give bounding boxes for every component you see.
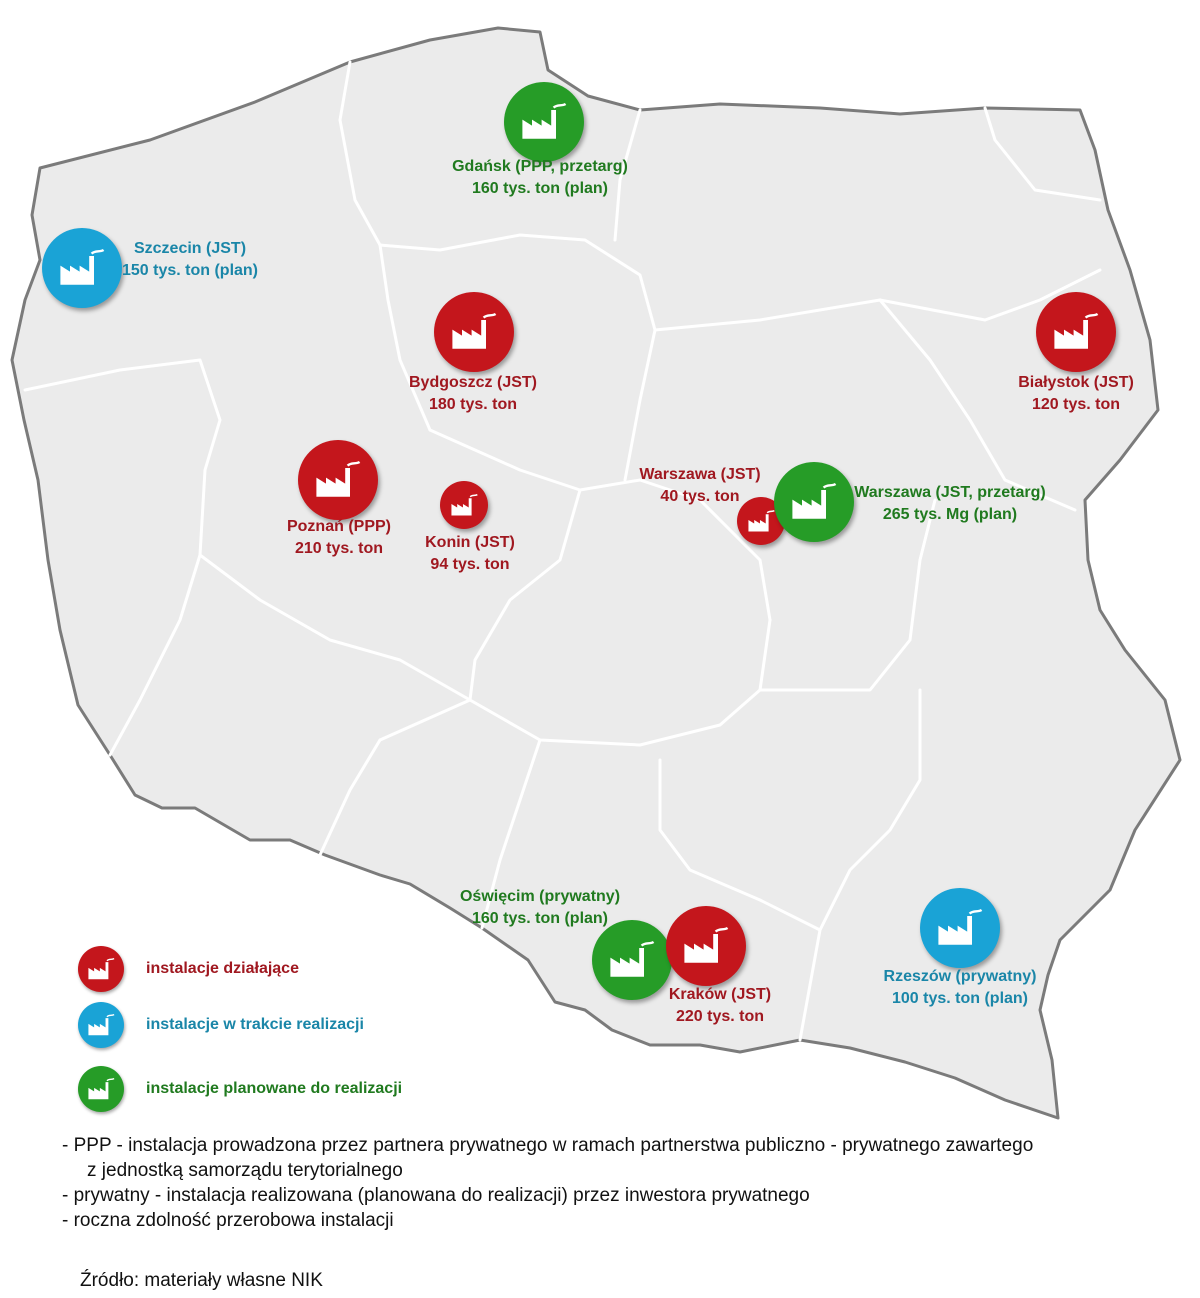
label-bydgoszcz: Bydgoszcz (JST) 180 tys. ton bbox=[408, 374, 537, 413]
note-ppp: - PPP - instalacja prowadzona przez partnera prywatnego w ramach partnerstwa publiczno - prywatnego zawartego bbox=[62, 1135, 1034, 1156]
notes bbox=[62, 1133, 1033, 1233]
label-gdansk: Gdańsk (PPP, przetarg) 160 tys. ton (plan) bbox=[452, 158, 628, 197]
factory-icon bbox=[87, 1075, 116, 1104]
factory-icon bbox=[450, 308, 498, 356]
marker-bydgoszcz[interactable] bbox=[434, 292, 514, 372]
marker-poznan[interactable] bbox=[298, 440, 378, 520]
factory-icon bbox=[936, 904, 984, 952]
marker-gdansk[interactable] bbox=[504, 82, 584, 162]
legend-operating-label: instalacje działające bbox=[146, 960, 299, 977]
factory-icon bbox=[87, 1011, 116, 1040]
factory-icon bbox=[58, 244, 106, 292]
factory-icon bbox=[682, 922, 730, 970]
factory-icon bbox=[790, 478, 838, 526]
label-warszawa-jst: Warszawa (JST) 40 tys. ton bbox=[639, 466, 761, 505]
label-krakow: Kraków (JST) 220 tys. ton bbox=[668, 986, 772, 1025]
label-szczecin: Szczecin (JST) 150 tys. ton (plan) bbox=[121, 240, 259, 279]
factory-icon bbox=[87, 955, 116, 984]
factory-icon bbox=[747, 507, 776, 536]
note-capacity: - roczna zdolność przerobowa instalacji bbox=[62, 1210, 394, 1231]
legend-planned-icon bbox=[78, 1066, 124, 1112]
source-note: Źródło: materiały własne NIK bbox=[80, 1270, 323, 1291]
marker-bialystok[interactable] bbox=[1036, 292, 1116, 372]
marker-krakow[interactable] bbox=[666, 906, 746, 986]
legend-under-construction-label: instalacje w trakcie realizacji bbox=[146, 1016, 364, 1033]
marker-rzeszow[interactable] bbox=[920, 888, 1000, 968]
label-konin: Konin (JST) 94 tys. ton bbox=[425, 534, 515, 573]
factory-icon bbox=[520, 98, 568, 146]
label-bialystok: Białystok (JST) 120 tys. ton bbox=[1018, 374, 1134, 413]
factory-icon bbox=[1052, 308, 1100, 356]
note-ppp-continued: z jednostką samorządu terytorialnego bbox=[87, 1160, 403, 1181]
factory-icon bbox=[608, 936, 656, 984]
legend-operating-icon bbox=[78, 946, 124, 992]
marker-konin[interactable] bbox=[440, 481, 488, 529]
legend-under-construction-icon bbox=[78, 1002, 124, 1048]
factory-icon bbox=[450, 491, 479, 520]
legend-planned-label: instalacje planowane do realizacji bbox=[146, 1080, 403, 1097]
factory-icon bbox=[314, 456, 362, 504]
label-warszawa-przetarg: Warszawa (JST, przetarg) 265 tys. Mg (plan) bbox=[854, 484, 1046, 523]
label-poznan: Poznań (PPP) 210 tys. ton bbox=[286, 518, 391, 557]
label-oswiecim: Oświęcim (prywatny) 160 tys. ton (plan) bbox=[459, 888, 621, 927]
label-rzeszow: Rzeszów (prywatny) 100 tys. ton (plan) bbox=[883, 968, 1037, 1007]
note-private: - prywatny - instalacja realizowana (planowana do realizacji) przez inwestora prywatnego bbox=[62, 1185, 810, 1206]
